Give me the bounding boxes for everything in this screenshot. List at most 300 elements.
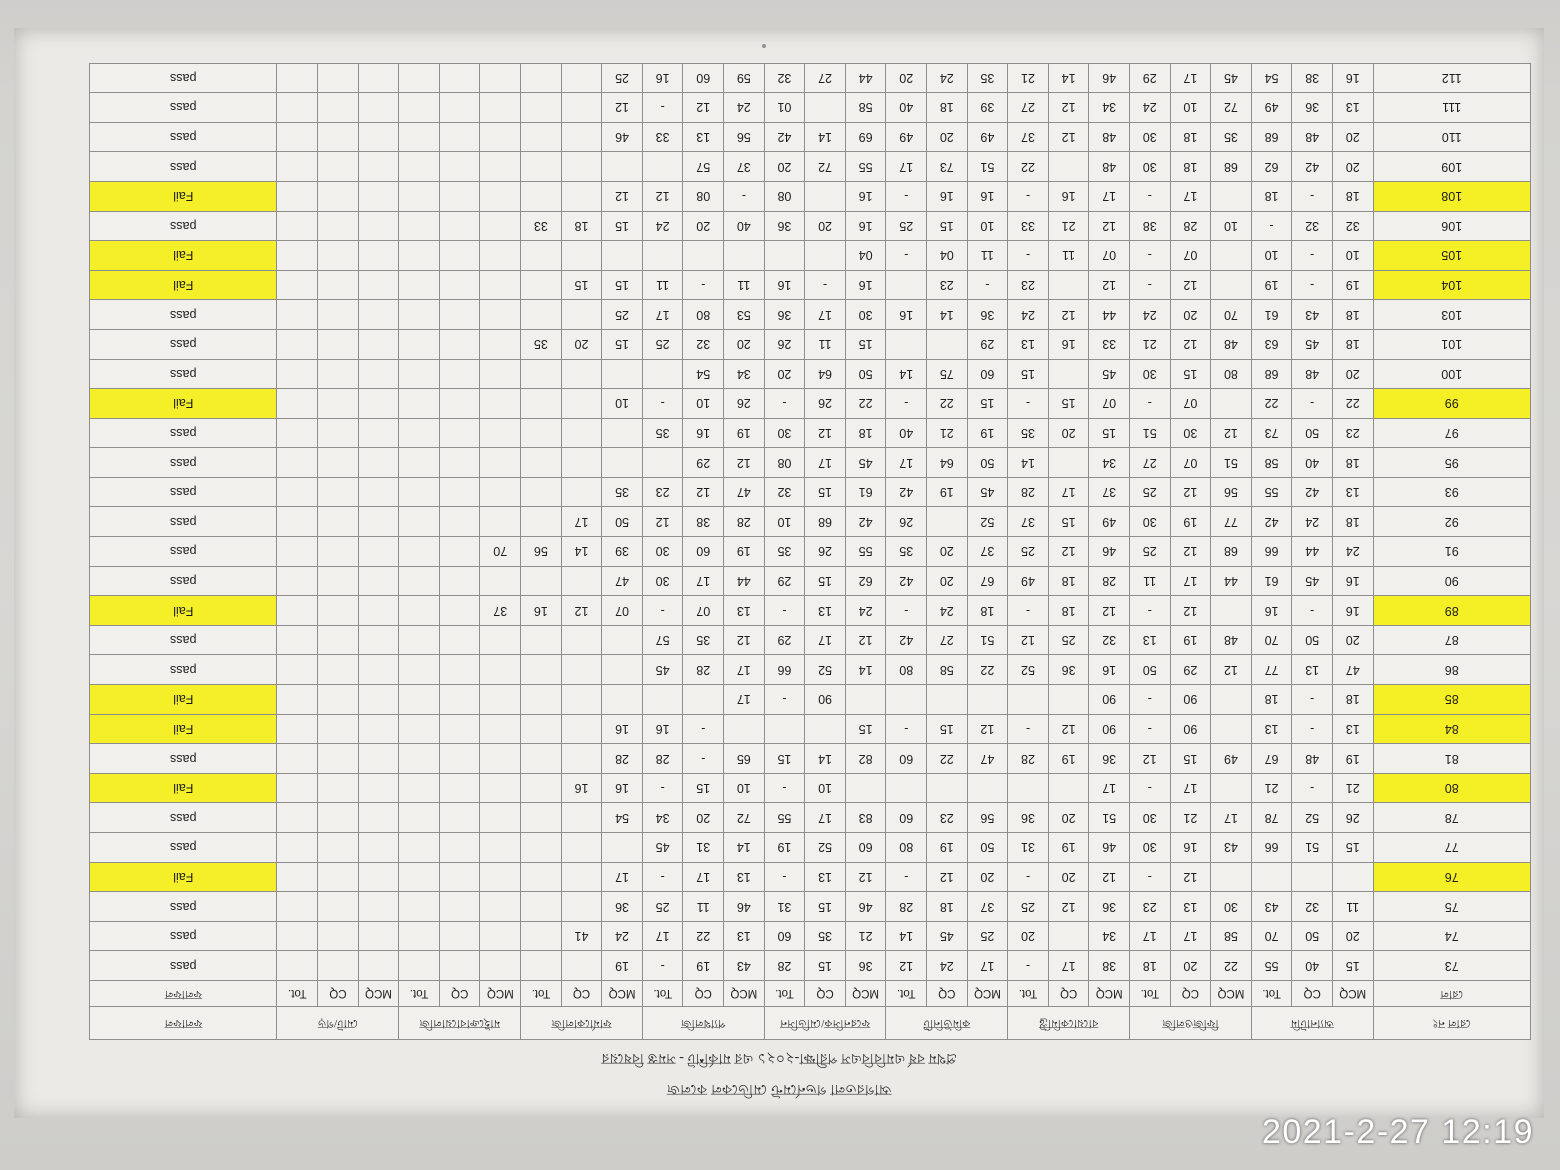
mark-cell: 55 [845,537,886,567]
mark-cell: 40 [886,418,927,448]
mark-cell: 17 [1170,773,1211,803]
mark-cell [480,685,521,715]
mark-cell [480,211,521,241]
sub-header-cell: MCQ [358,981,399,1007]
mark-cell: 44 [845,63,886,93]
mark-cell: 23 [927,270,968,300]
mark-cell: 44 [1089,300,1130,330]
mark-cell: 58 [1251,448,1292,478]
mark-cell [439,211,480,241]
mark-cell: 16 [642,63,683,93]
mark-cell [927,507,968,537]
mark-cell: 24 [927,63,968,93]
result-cell: pass [90,152,278,182]
upside-down-content [14,28,1544,1118]
paper-sheet [14,28,1544,1118]
mark-cell: 56 [967,803,1008,833]
roll-cell: 87 [1373,625,1530,655]
mark-cell [561,477,602,507]
table-sub-header-row [90,981,1531,1007]
mark-cell [439,714,480,744]
mark-cell: 90 [1170,685,1211,715]
roll-cell: 105 [1373,241,1530,271]
mark-cell [358,300,399,330]
mark-cell [439,625,480,655]
mark-cell: 68 [1251,122,1292,152]
mark-cell: 22 [1008,152,1049,182]
table-row [90,773,1531,803]
result-cell: pass [90,803,278,833]
mark-cell: 20 [1332,152,1373,182]
mark-cell: 18 [845,418,886,448]
sub-header-cell: CQ [927,981,968,1007]
mark-cell: 12 [1211,655,1252,685]
mark-cell: 17 [1170,566,1211,596]
mark-cell: - [1008,181,1049,211]
roll-cell: 97 [1373,418,1530,448]
mark-cell: 13 [683,122,724,152]
mark-cell: 39 [967,93,1008,123]
mark-cell [277,803,318,833]
mark-cell: - [1008,951,1049,981]
mark-cell [561,152,602,182]
mark-cell [602,655,643,685]
mark-cell: 32 [1089,625,1130,655]
mark-cell: - [1008,389,1049,419]
mark-cell: 66 [764,655,805,685]
roll-cell: 106 [1373,211,1530,241]
roll-cell: 77 [1373,833,1530,863]
mark-cell [358,685,399,715]
group-header-cell: কমিউনিটি [886,1007,1008,1040]
mark-cell [277,448,318,478]
mark-cell: 78 [1251,803,1292,833]
mark-cell: 25 [642,329,683,359]
mark-cell: 12 [602,181,643,211]
mark-cell: 10 [764,507,805,537]
mark-cell [927,685,968,715]
mark-cell: 30 [1129,122,1170,152]
mark-cell: 67 [1251,744,1292,774]
mark-cell [439,329,480,359]
mark-cell: 12 [683,93,724,123]
roll-cell: 84 [1373,714,1530,744]
mark-cell: 27 [927,625,968,655]
mark-cell [318,685,359,715]
mark-cell: - [1292,714,1333,744]
mark-cell [561,359,602,389]
mark-cell [1008,773,1049,803]
mark-cell [480,744,521,774]
mark-cell: 19 [1332,744,1373,774]
mark-cell: 57 [683,152,724,182]
mark-cell [318,625,359,655]
mark-cell [561,951,602,981]
mark-cell: 12 [1089,211,1130,241]
mark-cell: 08 [683,181,724,211]
mark-cell: 17 [1048,951,1089,981]
mark-cell: 14 [886,359,927,389]
mark-cell: 30 [642,537,683,567]
result-cell: pass [90,921,278,951]
roll-cell: 95 [1373,448,1530,478]
mark-cell: 58 [927,655,968,685]
mark-cell: 17 [967,951,1008,981]
mark-cell [318,537,359,567]
mark-cell: - [886,181,927,211]
mark-cell: 19 [602,951,643,981]
mark-cell: 75 [927,359,968,389]
roll-cell: 86 [1373,655,1530,685]
mark-cell: 68 [1211,152,1252,182]
roll-cell: 91 [1373,537,1530,567]
table-row [90,892,1531,922]
mark-cell: 56 [521,537,562,567]
mark-cell: 25 [1048,625,1089,655]
result-cell: pass [90,625,278,655]
mark-cell: 11 [805,329,846,359]
mark-cell: 20 [724,329,765,359]
mark-cell: 36 [1008,803,1049,833]
result-cell: pass [90,418,278,448]
mark-cell [358,566,399,596]
mark-cell: 43 [1292,300,1333,330]
mark-cell [277,507,318,537]
mark-cell: 19 [724,537,765,567]
mark-cell [480,951,521,981]
mark-cell: 30 [764,418,805,448]
mark-cell [318,418,359,448]
table-row [90,63,1531,93]
sub-header-cell: MCQ [602,981,643,1007]
mark-cell [642,448,683,478]
mark-cell: 61 [1251,566,1292,596]
mark-cell: 10 [967,211,1008,241]
mark-cell [521,63,562,93]
mark-cell [358,270,399,300]
mark-cell [399,685,440,715]
mark-cell: 15 [602,211,643,241]
mark-cell [358,803,399,833]
mark-cell [439,507,480,537]
mark-cell: 40 [1292,951,1333,981]
table-row [90,655,1531,685]
mark-cell: 29 [1170,655,1211,685]
mark-cell: 19 [1170,625,1211,655]
mark-cell: 35 [1008,418,1049,448]
mark-cell: 36 [764,300,805,330]
mark-cell: 37 [1089,477,1130,507]
mark-cell: 35 [805,921,846,951]
mark-cell: 77 [1211,507,1252,537]
mark-cell: 16 [764,270,805,300]
mark-cell: 17 [1170,63,1211,93]
mark-cell: 17 [602,862,643,892]
mark-cell [318,744,359,774]
mark-cell: 18 [1251,181,1292,211]
mark-cell: 15 [1089,418,1130,448]
mark-cell: 57 [642,625,683,655]
mark-cell: 37 [1008,122,1049,152]
mark-cell: 18 [1332,329,1373,359]
mark-cell: 20 [764,359,805,389]
roll-cell: 92 [1373,507,1530,537]
mark-cell [521,921,562,951]
mark-cell: 07 [1089,241,1130,271]
mark-cell [683,685,724,715]
mark-cell: 25 [602,300,643,330]
mark-cell: 30 [845,300,886,330]
mark-cell: 26 [764,329,805,359]
mark-cell: 14 [805,744,846,774]
mark-cell: - [642,862,683,892]
mark-cell: 16 [642,714,683,744]
mark-cell [318,773,359,803]
mark-cell [561,566,602,596]
mark-cell: 15 [1332,833,1373,863]
mark-cell [318,63,359,93]
mark-cell [318,300,359,330]
mark-cell: 14 [1008,448,1049,478]
sub-header-cell: Tot. [886,981,927,1007]
mark-cell: 16 [845,270,886,300]
mark-cell: 19 [1170,507,1211,537]
mark-cell [277,951,318,981]
mark-cell: 28 [886,892,927,922]
mark-cell [561,714,602,744]
mark-cell: 25 [1008,537,1049,567]
mark-cell: 18 [1251,685,1292,715]
mark-cell [277,655,318,685]
mark-cell: 15 [805,892,846,922]
mark-cell: 17 [805,448,846,478]
mark-cell: 18 [927,93,968,123]
result-cell: pass [90,93,278,123]
mark-cell: 60 [764,921,805,951]
mark-cell [399,921,440,951]
mark-cell: 47 [1332,655,1373,685]
mark-cell: 18 [967,596,1008,626]
table-row [90,714,1531,744]
mark-cell [521,389,562,419]
mark-cell [439,448,480,478]
result-cell: pass [90,63,278,93]
mark-cell: - [1008,241,1049,271]
mark-cell: 01 [764,93,805,123]
mark-cell [480,418,521,448]
mark-cell: 80 [886,655,927,685]
mark-cell [561,833,602,863]
mark-cell [642,359,683,389]
mark-cell: 90 [805,685,846,715]
mark-cell: 51 [1211,448,1252,478]
mark-cell [439,921,480,951]
mark-cell: 62 [845,566,886,596]
mark-cell: 18 [1332,448,1373,478]
mark-cell: 12 [967,714,1008,744]
mark-cell [358,63,399,93]
table-row [90,211,1531,241]
mark-cell: - [1292,773,1333,803]
mark-cell: 45 [1292,329,1333,359]
mark-cell: 24 [1129,300,1170,330]
mark-cell [439,241,480,271]
mark-cell: 32 [1292,211,1333,241]
mark-cell [521,241,562,271]
mark-cell: 17 [1170,921,1211,951]
mark-cell: 52 [805,655,846,685]
mark-cell: - [1129,241,1170,271]
mark-cell: 43 [724,951,765,981]
mark-cell: 19 [683,951,724,981]
mark-cell [358,93,399,123]
mark-cell [358,892,399,922]
mark-cell [1211,181,1252,211]
mark-cell [318,122,359,152]
mark-cell: 14 [561,537,602,567]
mark-cell: 22 [927,744,968,774]
mark-cell [480,389,521,419]
mark-cell [521,181,562,211]
mark-cell: 30 [1129,359,1170,389]
mark-cell: 36 [764,211,805,241]
mark-cell [845,773,886,803]
mark-cell: 10 [1170,93,1211,123]
mark-cell: - [1008,596,1049,626]
group-header-cell: মোট/গড় [277,1007,399,1040]
mark-cell: 50 [1292,921,1333,951]
mark-cell: 29 [764,625,805,655]
mark-cell: - [1129,773,1170,803]
mark-cell [886,685,927,715]
mark-cell: 17 [1089,181,1130,211]
table-group-header-row [90,1007,1531,1040]
mark-cell [480,152,521,182]
mark-cell [805,241,846,271]
mark-cell: 47 [967,744,1008,774]
mark-cell: 70 [1211,300,1252,330]
mark-cell: - [642,773,683,803]
mark-cell: 26 [724,389,765,419]
sub-header-cell: Tot. [764,981,805,1007]
mark-cell: 20 [683,211,724,241]
mark-cell: 07 [1089,389,1130,419]
table-row [90,329,1531,359]
mark-cell [967,685,1008,715]
mark-cell: 40 [1292,448,1333,478]
mark-cell: 33 [642,122,683,152]
mark-cell: - [1292,389,1333,419]
mark-cell: 61 [845,477,886,507]
mark-cell: 15 [683,773,724,803]
mark-cell [277,714,318,744]
mark-cell: 17 [683,566,724,596]
table-row [90,596,1531,626]
mark-cell: 54 [1251,63,1292,93]
mark-cell: 80 [1211,359,1252,389]
mark-cell: 35 [886,537,927,567]
mark-cell: - [642,93,683,123]
sub-header-cell: MCQ [724,981,765,1007]
mark-cell: 22 [967,655,1008,685]
mark-cell [318,507,359,537]
mark-cell [358,507,399,537]
mark-cell [602,448,643,478]
mark-cell: 20 [886,63,927,93]
mark-cell: - [886,389,927,419]
mark-cell: 12 [1048,93,1089,123]
mark-cell [358,596,399,626]
mark-cell [521,862,562,892]
mark-cell [277,389,318,419]
mark-cell [1211,241,1252,271]
mark-cell: 26 [886,507,927,537]
mark-cell: 12 [1170,862,1211,892]
mark-cell [277,862,318,892]
mark-cell: 16 [845,181,886,211]
mark-cell [318,329,359,359]
mark-cell: 18 [1048,566,1089,596]
mark-cell: 46 [1089,63,1130,93]
mark-cell: 17 [886,152,927,182]
mark-cell [318,270,359,300]
mark-cell [358,951,399,981]
mark-cell [1211,389,1252,419]
mark-cell: 65 [724,744,765,774]
mark-cell [358,359,399,389]
mark-cell: 38 [1292,63,1333,93]
mark-cell [480,181,521,211]
mark-cell: 66 [1251,537,1292,567]
mark-cell [277,359,318,389]
mark-cell: 11 [1129,566,1170,596]
mark-cell: 48 [1089,152,1130,182]
mark-cell: 50 [1292,625,1333,655]
mark-cell [399,389,440,419]
mark-cell [399,625,440,655]
mark-cell: 16 [521,596,562,626]
roll-cell: 93 [1373,477,1530,507]
mark-cell: 22 [1251,389,1292,419]
mark-cell [439,655,480,685]
mark-cell: 36 [967,300,1008,330]
mark-cell: 15 [805,951,846,981]
table-row [90,477,1531,507]
mark-cell: 18 [1332,685,1373,715]
mark-cell: 18 [1332,300,1373,330]
mark-cell: 10 [1211,211,1252,241]
mark-cell: 49 [1251,93,1292,123]
mark-cell [561,448,602,478]
mark-cell [277,152,318,182]
mark-cell: 73 [1251,418,1292,448]
mark-cell: 12 [1048,714,1089,744]
group-header-cell: রোল নং [1373,1007,1530,1040]
mark-cell: 25 [967,921,1008,951]
table-row [90,833,1531,863]
mark-cell: 26 [805,389,846,419]
mark-cell: - [967,270,1008,300]
mark-cell: 13 [1129,625,1170,655]
mark-cell [521,477,562,507]
mark-cell [277,625,318,655]
roll-cell: 110 [1373,122,1530,152]
mark-cell [521,359,562,389]
mark-cell [358,122,399,152]
mark-cell: 17 [1089,773,1130,803]
mark-cell: 49 [967,122,1008,152]
sub-header-cell: CQ [561,981,602,1007]
